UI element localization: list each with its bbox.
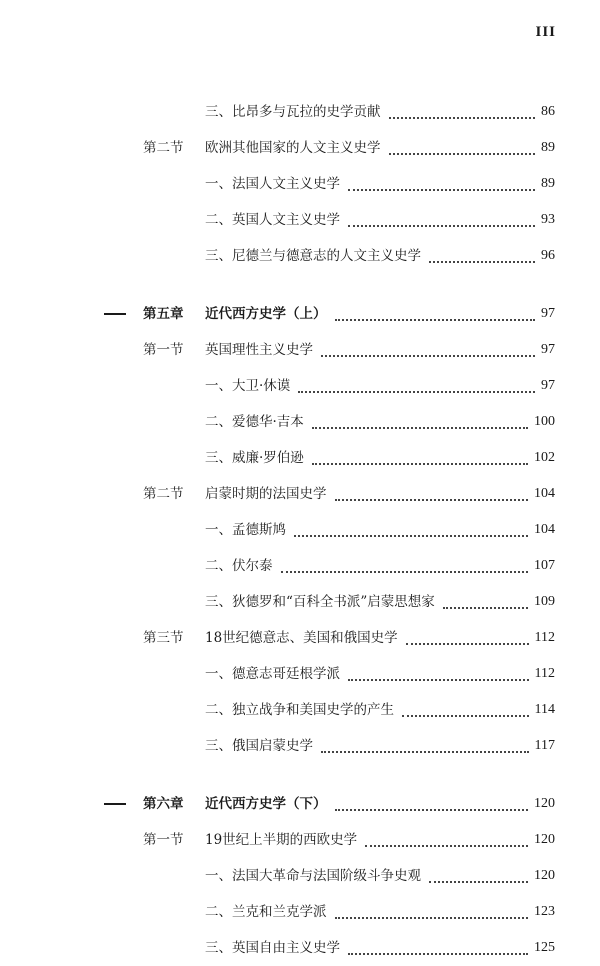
toc-page-number: 93 bbox=[539, 202, 555, 238]
dot-leader bbox=[429, 225, 535, 263]
toc-page-number: 100 bbox=[532, 404, 555, 440]
toc-page-number: 117 bbox=[533, 728, 555, 764]
dot-leader bbox=[321, 319, 535, 357]
dot-leader bbox=[402, 679, 529, 717]
dot-leader bbox=[406, 607, 529, 645]
dot-leader bbox=[321, 715, 529, 753]
toc-entry-title: 三、威廉·罗伯逊 bbox=[205, 440, 308, 476]
toc-page-number: 104 bbox=[532, 512, 555, 548]
table-of-contents bbox=[0, 94, 600, 966]
toc-page-number: 109 bbox=[532, 584, 555, 620]
toc-entry-title: 二、独立战争和美国史学的产生 bbox=[205, 692, 398, 728]
chapter-dash bbox=[104, 313, 126, 315]
toc-entry-title: 近代西方史学（上） bbox=[205, 296, 331, 332]
toc-page-number: 102 bbox=[532, 440, 555, 476]
toc-page-number: 97 bbox=[539, 296, 555, 332]
dot-leader bbox=[312, 427, 528, 465]
toc-page-number: 123 bbox=[532, 894, 555, 930]
toc-page-number: 89 bbox=[539, 166, 555, 202]
toc-entry-title: 近代西方史学（下） bbox=[205, 786, 331, 822]
toc-page-number: 120 bbox=[532, 858, 555, 894]
toc-entry-title: 18世纪德意志、美国和俄国史学 bbox=[205, 620, 402, 656]
dot-leader bbox=[335, 773, 528, 811]
toc-entry-title: 一、法国人文主义史学 bbox=[205, 166, 344, 202]
toc-entry-title: 启蒙时期的法国史学 bbox=[205, 476, 331, 512]
toc-entry-title: 三、比昂多与瓦拉的史学贡献 bbox=[205, 94, 385, 130]
dot-leader bbox=[348, 153, 535, 191]
toc-section-label: 第一节 bbox=[143, 832, 184, 848]
toc-page-number: 120 bbox=[532, 786, 555, 822]
dot-leader bbox=[294, 499, 528, 537]
toc-page-number: 125 bbox=[532, 930, 555, 966]
toc-item-row[interactable] bbox=[0, 930, 600, 966]
toc-entry-title: 欧洲其他国家的人文主义史学 bbox=[205, 130, 385, 166]
toc-entry-title: 三、狄德罗和“百科全书派”启蒙思想家 bbox=[205, 584, 439, 620]
toc-page-number: 120 bbox=[532, 822, 555, 858]
dot-leader bbox=[348, 643, 529, 681]
dot-leader bbox=[335, 463, 528, 501]
toc-section-label: 第三节 bbox=[143, 630, 184, 646]
toc-page-number: 97 bbox=[539, 368, 555, 404]
toc-entry-title: 三、俄国启蒙史学 bbox=[205, 728, 317, 764]
chapter-dash bbox=[104, 803, 126, 805]
dot-leader bbox=[348, 917, 528, 955]
toc-item-row[interactable] bbox=[0, 238, 600, 274]
toc-page-number: 112 bbox=[533, 656, 555, 692]
toc-page-number: 97 bbox=[539, 332, 555, 368]
toc-entry-title: 英国理性主义史学 bbox=[205, 332, 317, 368]
toc-entry-title: 三、英国自由主义史学 bbox=[205, 930, 344, 966]
toc-page-number: 112 bbox=[533, 620, 555, 656]
dot-leader bbox=[443, 571, 528, 609]
toc-entry-title: 三、尼德兰与德意志的人文主义史学 bbox=[205, 238, 425, 274]
dot-leader bbox=[348, 189, 535, 227]
toc-chapter-label: 第五章 bbox=[143, 306, 184, 322]
dot-leader bbox=[281, 535, 528, 573]
toc-page-number: 104 bbox=[532, 476, 555, 512]
toc-entry-title: 一、大卫·休谟 bbox=[205, 368, 294, 404]
dot-leader bbox=[365, 809, 528, 847]
toc-page-number: 89 bbox=[539, 130, 555, 166]
toc-page-number: 107 bbox=[532, 548, 555, 584]
dot-leader bbox=[298, 355, 535, 393]
toc-entry-title: 二、伏尔泰 bbox=[205, 548, 277, 584]
dot-leader bbox=[429, 845, 528, 883]
toc-page-number: 114 bbox=[533, 692, 555, 728]
toc-entry-title: 一、德意志哥廷根学派 bbox=[205, 656, 344, 692]
dot-leader bbox=[312, 391, 528, 429]
toc-entry-title: 一、法国大革命与法国阶级斗争史观 bbox=[205, 858, 425, 894]
toc-entry-title: 二、爱德华·吉本 bbox=[205, 404, 308, 440]
toc-page-number: 86 bbox=[539, 94, 555, 130]
toc-item-row[interactable] bbox=[0, 728, 600, 764]
toc-entry-title: 二、兰克和兰克学派 bbox=[205, 894, 331, 930]
toc-section-label: 第一节 bbox=[143, 342, 184, 358]
dot-leader bbox=[389, 81, 535, 119]
toc-entry-title: 19世纪上半期的西欧史学 bbox=[205, 822, 361, 858]
dot-leader bbox=[335, 283, 535, 321]
toc-section-label: 第二节 bbox=[143, 140, 184, 156]
dot-leader bbox=[389, 117, 535, 155]
toc-chapter-label: 第六章 bbox=[143, 796, 184, 812]
toc-entry-title: 二、英国人文主义史学 bbox=[205, 202, 344, 238]
toc-page-number: 96 bbox=[539, 238, 555, 274]
toc-section-label: 第二节 bbox=[143, 486, 184, 502]
toc-entry-title: 一、孟德斯鸠 bbox=[205, 512, 290, 548]
page-number: III bbox=[535, 24, 556, 40]
dot-leader bbox=[335, 881, 528, 919]
